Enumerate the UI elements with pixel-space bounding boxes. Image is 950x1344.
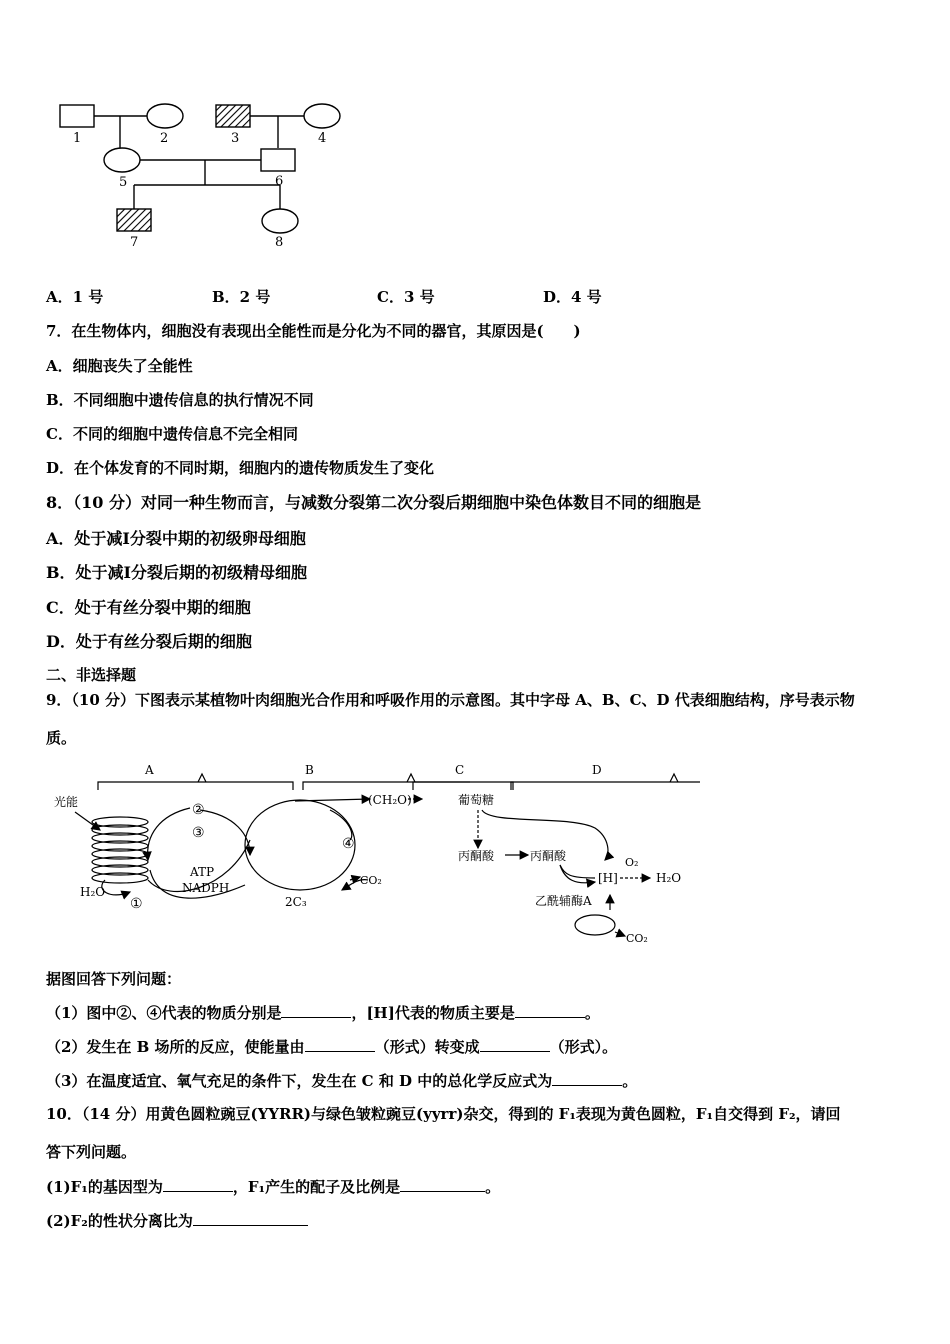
pyruvate-label-1: 丙酮酸 — [458, 849, 495, 863]
q7-option-c: C．不同的细胞中遗传信息不完全相同 — [46, 425, 298, 443]
pedigree-label-7: 7 — [130, 235, 139, 250]
pedigree-female-4 — [304, 104, 340, 128]
water-label: H₂O — [80, 885, 106, 899]
structure-label-b: B — [305, 763, 314, 777]
structure-label-c: C — [455, 763, 465, 777]
pyruvate-label-2: 丙酮酸 — [530, 849, 567, 863]
h-label: [H] — [598, 871, 618, 885]
q8-option-a: A．处于减Ⅰ分裂中期的初级卵母细胞 — [46, 529, 306, 548]
q10-part2 — [46, 1210, 308, 1231]
pedigree-female-8 — [262, 209, 298, 233]
q6-option-b: B．2 号 — [212, 288, 271, 306]
water-output-label: H₂O — [656, 871, 682, 885]
answer-blank[interactable] — [480, 1050, 550, 1052]
q9-part3 — [46, 1070, 637, 1091]
pedigree-female-2 — [147, 104, 183, 128]
structure-label-d: D — [592, 763, 602, 777]
co2-input-label: CO₂ — [360, 874, 382, 887]
q9-part3-text-a: （3）在温度适宜、氧气充足的条件下，发生在 C 和 D 中的总化学反应式为 — [46, 1072, 553, 1090]
q9-part1-text-a: （1）图中②、④代表的物质分别是 — [46, 1004, 282, 1022]
q10-part2-text-a: (2)F₂的性状分离比为 — [46, 1212, 193, 1230]
ch2o-label: (CH₂O) — [368, 793, 412, 807]
pedigree-label-3: 3 — [231, 131, 240, 146]
answer-blank[interactable] — [400, 1190, 485, 1192]
oxygen-label: O₂ — [625, 856, 639, 869]
answer-blank[interactable] — [552, 1084, 622, 1086]
thylakoid-stack — [92, 817, 148, 883]
brace-b — [303, 774, 513, 790]
q9-part2-text-a: （2）发生在 B 场所的反应，使能量由 — [46, 1038, 305, 1056]
pedigree-label-8: 8 — [275, 235, 284, 250]
substance-1-label: ① — [130, 896, 143, 912]
q10-part1-text-a: (1)F₁的基因型为 — [46, 1178, 163, 1196]
nadph-label: NADPH — [182, 881, 230, 895]
q10-stem-line1: 10．（14 分）用黄色圆粒豌豆(YYRR)与绿色皱粒豌豆(yyrr)杂交，得到的 F₁表现为黄色圆粒，F₁自交得到 F₂，请回 — [46, 1105, 841, 1123]
substance-4-label: ④ — [342, 836, 355, 852]
substance-2-label: ② — [192, 802, 205, 818]
pedigree-male-6 — [261, 149, 295, 171]
q6-option-a: A．1 号 — [46, 288, 104, 306]
section-heading: 二、非选择题 — [46, 666, 137, 684]
q9-part2-text-c: （形式）。 — [549, 1038, 618, 1056]
q8-option-b: B．处于减Ⅰ分裂后期的初级精母细胞 — [46, 563, 308, 582]
q7-option-b: B．不同细胞中遗传信息的执行情况不同 — [46, 391, 314, 409]
q9-part2 — [46, 1036, 617, 1057]
substance-3-label: ③ — [192, 825, 205, 841]
pedigree-label-1: 1 — [73, 131, 82, 146]
answer-blank[interactable] — [163, 1190, 233, 1192]
pedigree-female-5 — [104, 148, 140, 172]
q6-option-c: C．3 号 — [377, 288, 435, 306]
answer-blank[interactable] — [305, 1050, 375, 1052]
pedigree-label-5: 5 — [119, 175, 128, 190]
q8-option-c: C．处于有丝分裂中期的细胞 — [46, 598, 251, 617]
q9-stem-line2: 质。 — [46, 729, 77, 747]
q10-part1-text-c: 。 — [485, 1178, 501, 1196]
q9-part3-text-b: 。 — [622, 1072, 638, 1090]
pedigree-label-2: 2 — [160, 131, 169, 146]
structure-label-a: A — [145, 763, 154, 777]
acetyl-coa-label: 乙酰辅酶A — [535, 894, 592, 908]
q9-part1-text-c: 。 — [584, 1004, 600, 1022]
q8-option-d: D．处于有丝分裂后期的细胞 — [46, 632, 252, 651]
q7-stem: 7．在生物体内，细胞没有表现出全能性而是分化为不同的器官，其原因是( ) — [46, 322, 581, 340]
q9-intro: 据图回答下列问题： — [46, 970, 182, 988]
answer-blank[interactable] — [281, 1016, 351, 1018]
light-energy-label: 光能 — [54, 795, 79, 809]
photosynthesis-respiration-diagram — [50, 760, 700, 950]
q9-part1 — [46, 1002, 600, 1023]
brace-a — [98, 774, 293, 790]
q7-option-a: A．细胞丧失了全能性 — [46, 357, 193, 375]
q9-part2-text-b: （形式）转变成 — [374, 1038, 480, 1056]
pedigree-label-4: 4 — [318, 131, 327, 146]
answer-blank[interactable] — [515, 1016, 585, 1018]
q10-stem-line2: 答下列问题。 — [46, 1143, 137, 1161]
atp-label: ATP — [190, 865, 215, 879]
q10-part1-text-b: ，F₁产生的配子及比例是 — [232, 1178, 401, 1196]
co2-output-label: CO₂ — [626, 932, 648, 945]
q8-stem: 8．（10 分）对同一种生物而言，与减数分裂第二次分裂后期细胞中染色体数目不同的细胞是 — [46, 493, 701, 512]
pedigree-label-6: 6 — [275, 174, 284, 189]
pedigree-affected-male-3 — [216, 105, 250, 127]
glucose-label: 葡萄糖 — [458, 793, 495, 807]
brace-d — [511, 774, 700, 790]
q6-option-d: D．4 号 — [543, 288, 602, 306]
pedigree-diagram — [40, 95, 360, 255]
q9-part1-text-b: ，[H]代表的物质主要是 — [351, 1004, 515, 1022]
answer-blank[interactable] — [193, 1224, 308, 1226]
q7-option-d: D．在个体发育的不同时期，细胞内的遗传物质发生了变化 — [46, 459, 435, 477]
q10-part1 — [46, 1176, 500, 1197]
q9-stem-line1: 9．（10 分）下图表示某植物叶肉细胞光合作用和呼吸作用的示意图。其中字母 A、B、C、D 代表细胞结构，序号表示物 — [46, 691, 855, 709]
pedigree-affected-male-7 — [117, 209, 151, 231]
pedigree-male-1 — [60, 105, 94, 127]
c3-label: 2C₃ — [285, 895, 307, 909]
